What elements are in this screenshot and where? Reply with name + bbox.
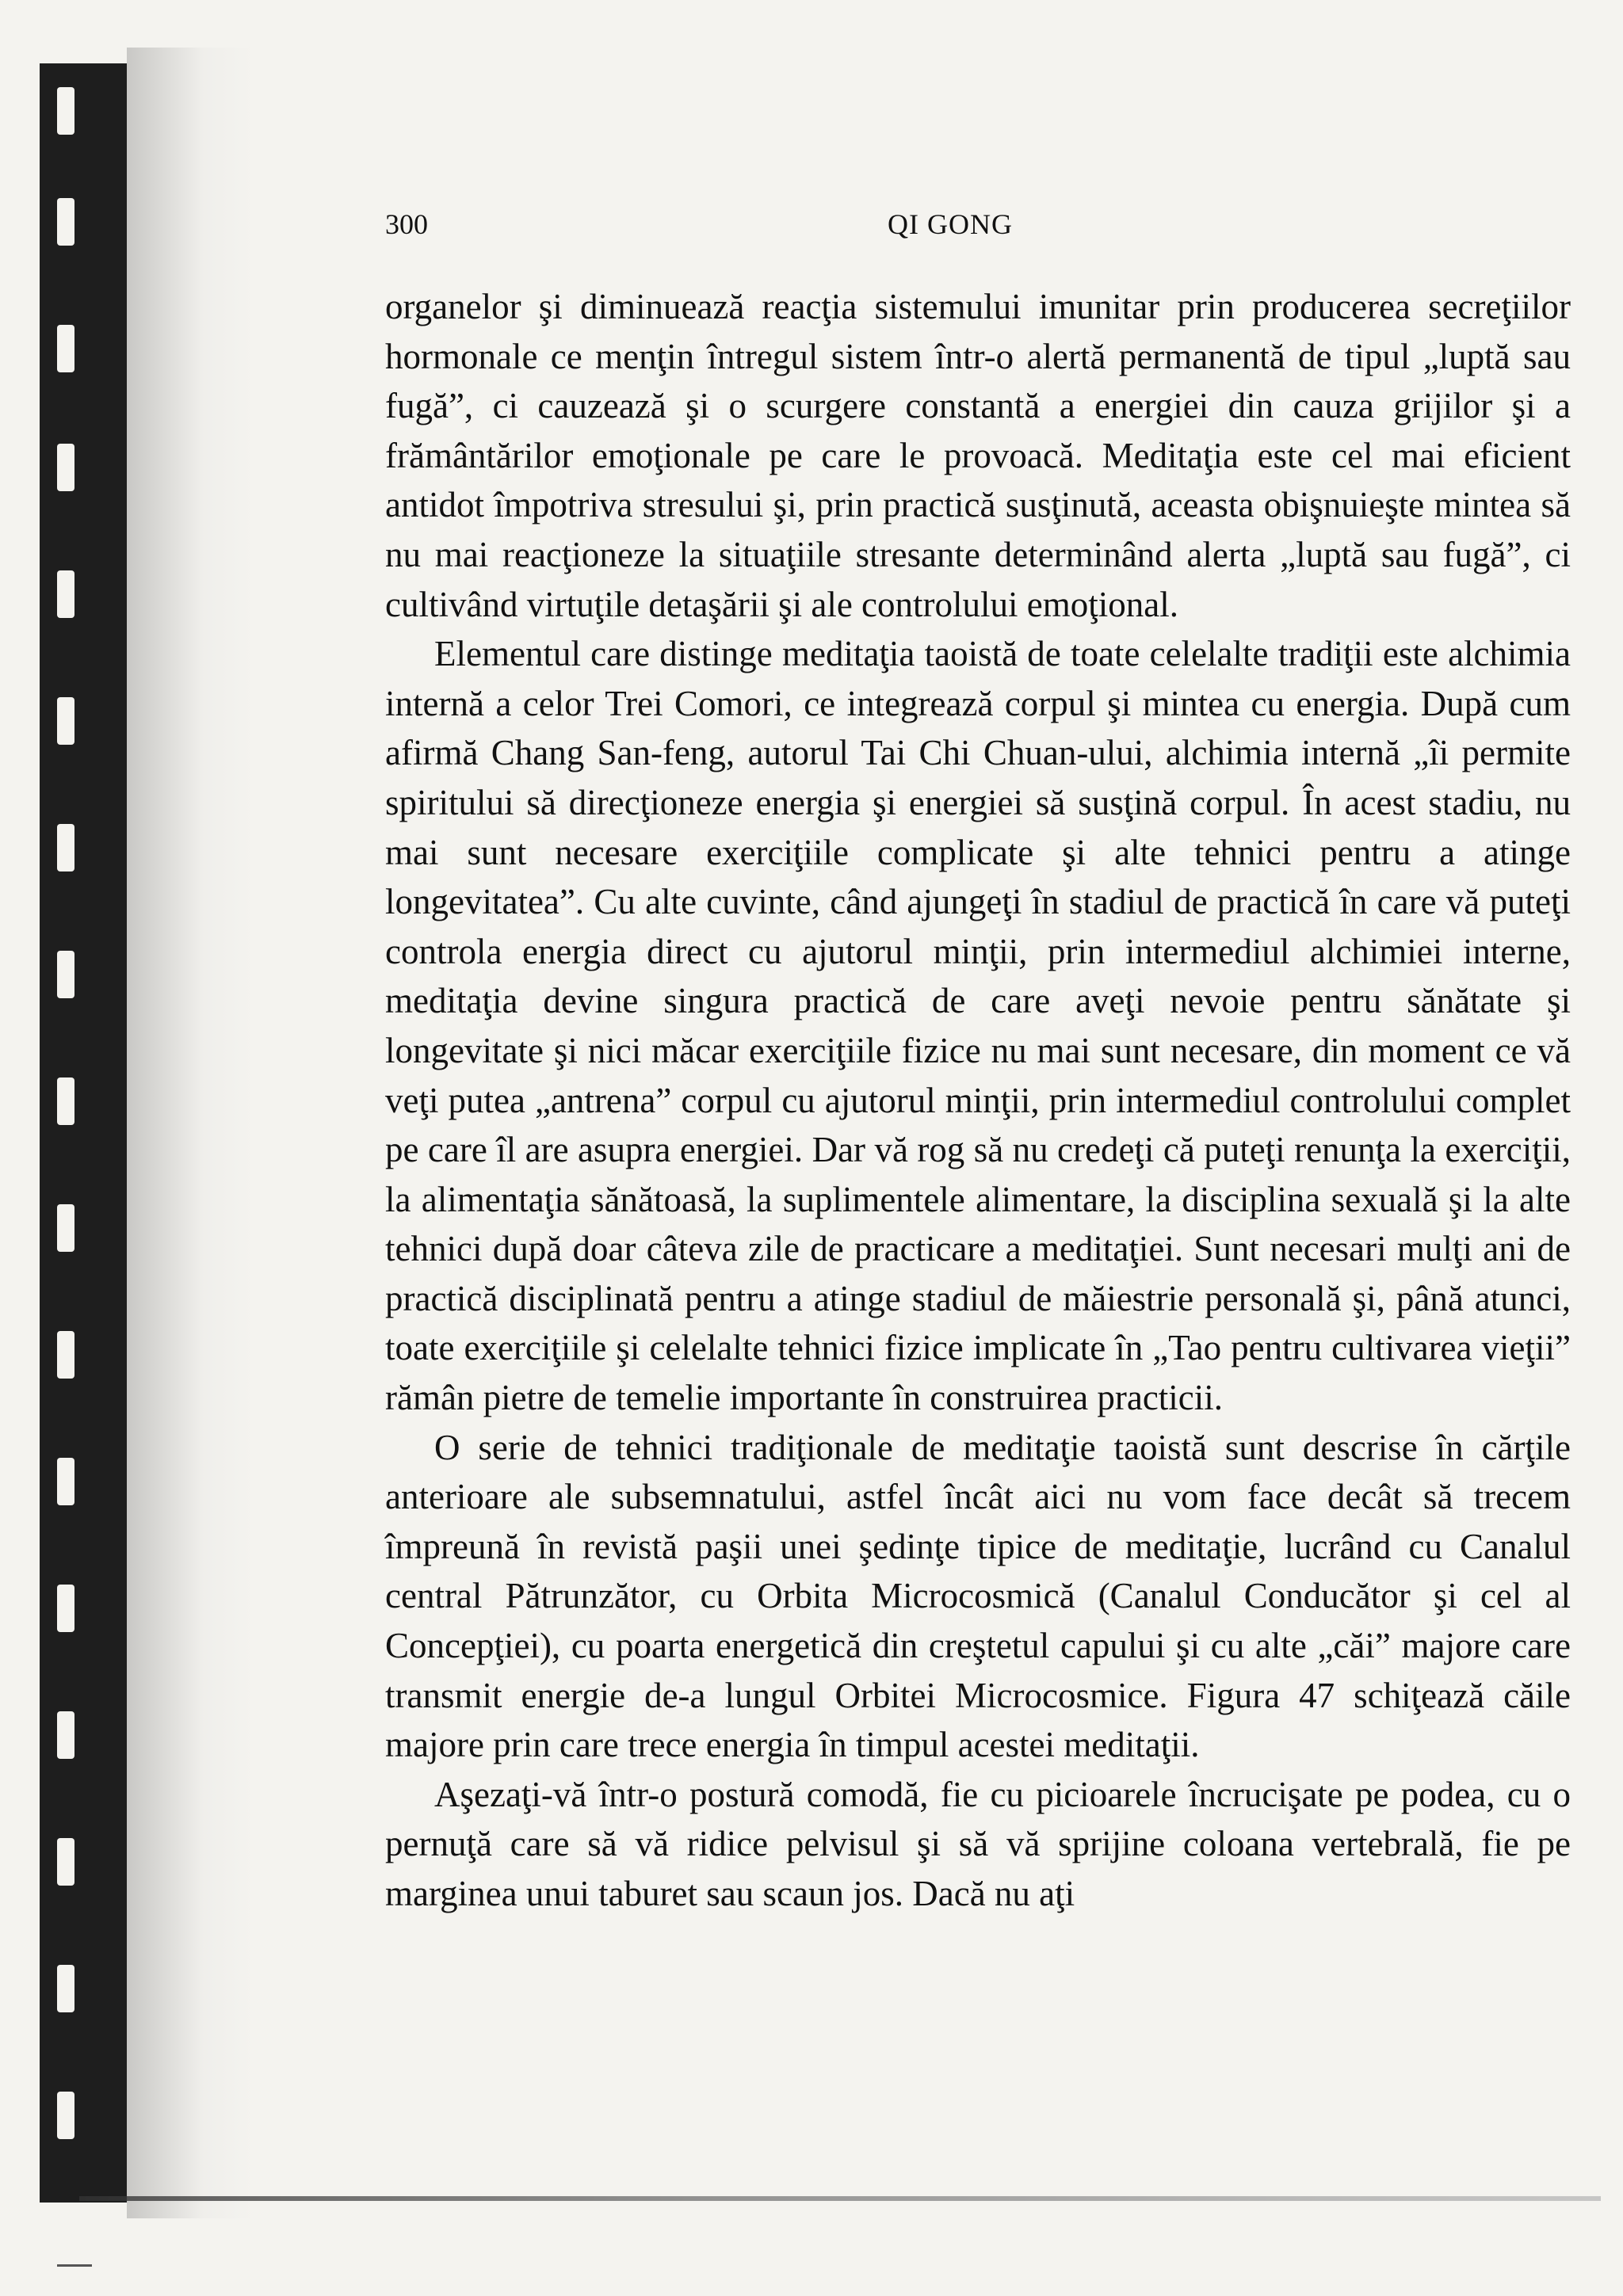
paragraph: Elementul care distinge meditaţia taoistă de toate celelalte tradiţii este alchimia internă a celor Trei Comori, ce integrează corpul şi mintea cu energia. După cum afirmă Chang San-feng, autorul Tai Chi Chuan-ului, alchimia internă „îi permite spiritului să direcţioneze energia şi energiei să susţină corpul. În acest stadiu, nu mai sunt necesare exerciţiile complicate şi alte tehnici pentru a atinge longevitatea”. Cu alte cuvinte, când ajungeţi în stadiul de practică în care vă puteţi controla energia direct cu ajutorul minţii, prin intermediul alchimiei interne, meditaţia devine singura practică de care aveţi nevoie pentru sănătate şi longevitate şi nici măcar exerciţiile fizice nu mai sunt necesare, din moment ce vă veţi putea „antrena” corpul cu ajutorul minţii, prin intermediul controlului complet pe care îl are asupra energiei. Dar vă rog să nu credeţi că puteţi renunţa la exerciţii, la alimentaţia sănătoasă, la suplimentele alimentare, la disciplina sexuală şi la alte tehnici după doar câteva zile de practicare a meditaţiei. Sunt necesari mulţi ani de practică disciplinată pentru a atinge stadiul de măiestrie personală şi, până atunci, toate exerciţiile şi celelalte tehnici fizice implicate în „Tao pentru cultivarea vieţii” rămân pietre de temelie importante în construirea practicii.	[385, 634, 1571, 1418]
spiral-binding	[40, 63, 127, 2203]
binding-shadow	[127, 48, 254, 2218]
paragraph: Aşezaţi-vă într-o postură comodă, fie cu picioarele încrucişate pe podea, cu o pernuţă care să vă ridice pelvisul şi să vă sprijine coloana vertebrală, fie pe marginea unui taburet sau scaun jos. Dacă nu aţi	[385, 1774, 1571, 1913]
running-title: QI GONG	[888, 208, 1013, 240]
scan-mark	[57, 2264, 92, 2267]
paragraph: O serie de tehnici tradiţionale de meditaţie taoistă sunt descrise în cărţile anterioare ale subsemnatului, astfel încât aici nu vom face decât să trecem împreună în revistă paşii unei şedinţe tipice de meditaţie, lucrând cu Canalul central Pătrunzător, cu Orbita Microcosmică (Canalul Conducător şi cel al Concepţiei), cu poarta energetică din creştetul capului şi cu alte „căi” majore care transmit energie de-a lungul Orbitei Microcosmice. Figura 47 schiţează căile majore prin care trece energia în timpul acestei meditaţii.	[385, 1427, 1571, 1765]
page-bottom-edge	[79, 2196, 1601, 2201]
paragraph: organelor şi diminuează reacţia sistemului imunitar prin producerea secreţiilor hormonale ce menţin întregul sistem într-o alertă permanentă de tipul „luptă sau fugă”, ci cauzează şi o scurgere constantă a energiei din cauza grijilor şi a frământărilor emoţionale pe care le provoacă. Meditaţia este cel mai eficient antidot împotriva stresului şi, prin practică susţinută, aceasta obişnuieşte mintea să nu mai reacţioneze la situaţiile stresante determinând alerta „luptă sau fugă”, ci cultivând virtuţile detaşării şi ale controlului emoţional.	[385, 287, 1571, 624]
body-text	[385, 282, 1571, 1919]
page-header	[385, 208, 1571, 255]
page-number: 300	[385, 208, 428, 240]
